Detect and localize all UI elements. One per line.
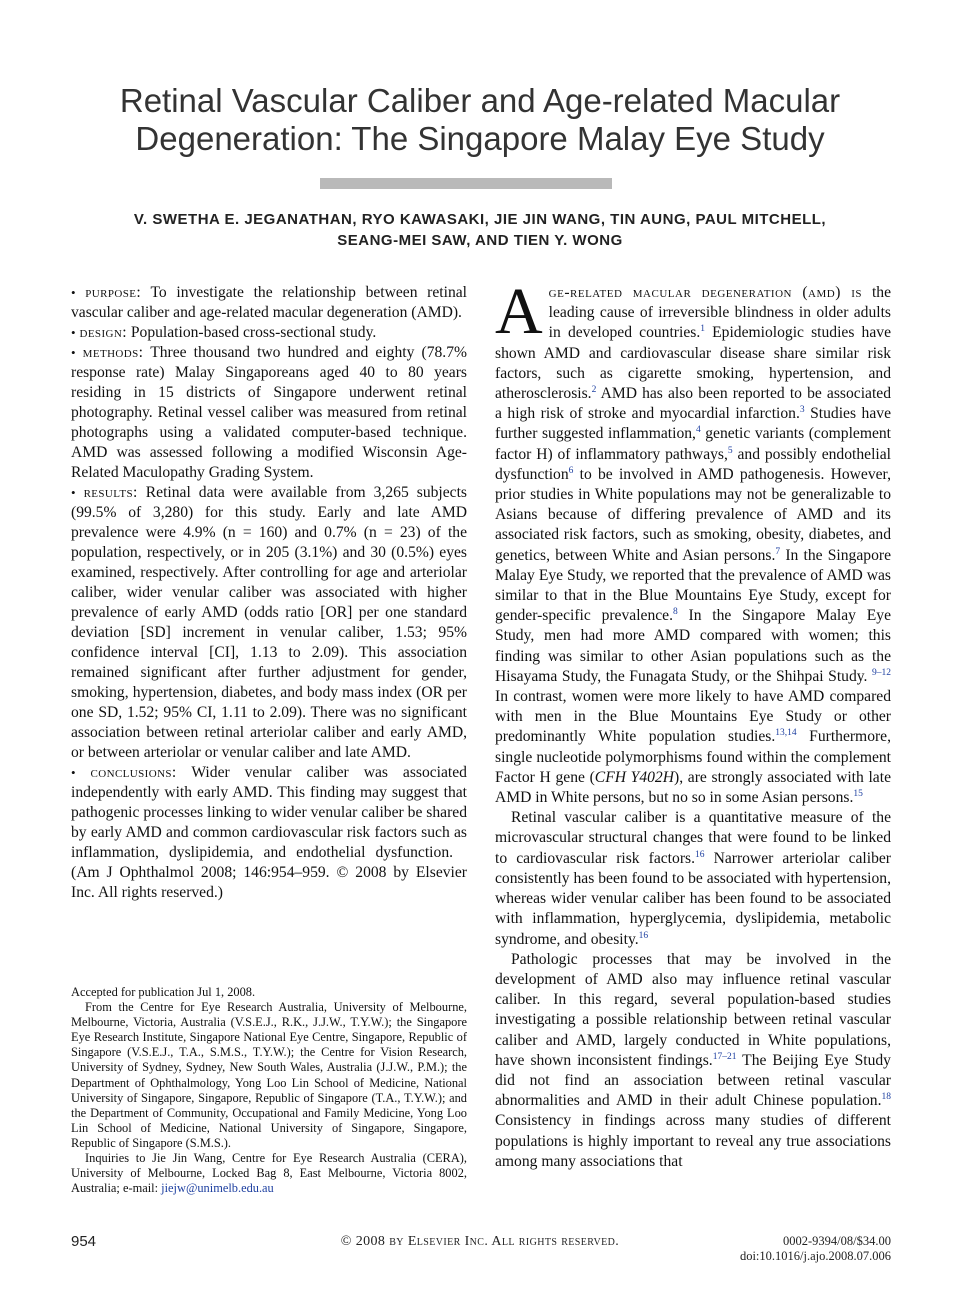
author-list bbox=[60, 209, 900, 251]
gene-name: CFH Y402H bbox=[594, 768, 674, 786]
journal-citation: (Am J Ophthalmol 2008; 146:954–959. © 2008 by Elsevier Inc. All rights reserved.) bbox=[71, 864, 467, 901]
email-link[interactable]: jiejw@unimelb.edu.au bbox=[161, 1181, 274, 1196]
title-line: Degeneration: The Singapore Malay Eye Study bbox=[135, 120, 825, 157]
design-label: design: bbox=[79, 324, 127, 341]
abstract-conclusions: • conclusions: Wider venular caliber was associated independently with early AMD. This finding may suggest that pathogenic processes linking to wider venular caliber be shared by early AMD and common cardiovascular risk factors such as inflammation, dyslipidemia, and endothelial dysfunction. (Am J Ophthalmol 2008; 146:954–959. © 2008 by Elsevier Inc. All rights reserved.) bbox=[71, 764, 467, 901]
reference-link[interactable]: 15 bbox=[853, 788, 863, 799]
reference-link[interactable]: 7 bbox=[775, 546, 781, 557]
results-text: Retinal data were available from 3,265 subjects (99.5% of 3,280) for this study. Early and late AMD prevalence were 4.9% (n = 160) and 0.7% (n = 23) of the population, respectively, or in 205 (3.1%) and 30 (0.5%) eyes examined, respectively. After controlling for age and arteriolar caliber, wider venular caliber was associated with higher prevalence of early AMD (odds ratio [OR] per one standard deviation [SD] increment in venular caliber, 1.53; 95% confidence interval [CI], 1.13 to 2.09). This association remained significant after further adjustment for gender, smoking, hypertension, diabetes, and body mass index (OR per one SD, 1.52; 95% CI, 1.11 to 2.09). There was no significant association between retinal arteriolar caliber and early AMD, or between arteriolar or venular caliber and late AMD. bbox=[71, 484, 467, 761]
abstract-purpose: • purpose: To investigate the relationship between retinal vascular caliber and age-related macular degeneration (AMD). bbox=[71, 284, 468, 321]
doi: doi:10.1016/j.ajo.2008.07.006 bbox=[739, 1249, 891, 1263]
footer-copyright: © 2008 by Elsevier Inc. All rights reserved. bbox=[340, 1234, 620, 1249]
accepted-date: Accepted for publication Jul 1, 2008. bbox=[71, 985, 256, 999]
reference-link[interactable]: 17–21 bbox=[712, 1051, 737, 1062]
author-line: V. SWETHA E. JEGANATHAN, RYO KAWASAKI, JIE JIN WANG, TIN AUNG, PAUL MITCHELL, bbox=[133, 211, 827, 228]
reference-link[interactable]: 8 bbox=[673, 607, 678, 618]
reference-link[interactable]: 1 bbox=[700, 324, 705, 335]
affiliations: From the Centre for Eye Research Australia, University of Melbourne, Melbourne, Victoria, Australia (V.S.E.J., R.K., J.J.W., T.Y.W.); the Singapore Eye Research Institute, Singapore National Eye Centre, Singapore, Republic of Singapore (V.S.E.J., T.A., S.M.S., T.Y.W.); the Centre for Vision Research, University of Sydney, Sydney, New South Wales, Australia (J.J.W., P.M.); the Department of Ophthalmology, Yong Loo Lin School of Medicine, National University of Singapore, Singapore, Republic of Singapore (T.A., T.Y.W.); and the Department of Community, Occupational and Family Medicine, Yong Loo Lin School of Medicine, National University of Singapore, Singapore, Republic of Singapore (S.M.S.). bbox=[71, 1000, 467, 1150]
conclusions-text: Wider venular caliber was associated independently with early AMD. This finding may suggest that pathogenic processes linking to wider venular caliber be shared by early AMD and common cardiovascular risk factors such as inflammation, dyslipidemia, and endothelial dysfunction. bbox=[71, 764, 467, 861]
abstract-design: • design: Population-based cross-sectional study. bbox=[71, 324, 377, 341]
reference-link[interactable]: 16 bbox=[638, 930, 649, 941]
correspondence: Inquiries to Jie Jin Wang, Centre for Eye Research Australia (CERA), University of Melbourne, Locked Bag 8, East Melbourne, Victoria 8002, Australia; e-mail: jiejw@unimelb.edu.au bbox=[71, 1151, 467, 1196]
purpose-text: To investigate the relationship between retinal vascular caliber and age-related macular degeneration (AMD). bbox=[71, 284, 468, 321]
author-line: SEANG-MEI SAW, AND TIEN Y. WONG bbox=[337, 232, 623, 249]
page-number: 954 bbox=[71, 1233, 97, 1250]
paragraph: Pathologic processes that may be involved in the development of AMD also may influence retinal vascular caliber. In this regard, several population-based studies investigating a possible relationship between retinal vascular caliber and AMD, largely conducted in White populations, have shown inconsistent findings.$^{17-21}$ The Beijing Eye Study did not find an association between retinal vascular abnormalities and AMD in their adult Chinese population.$^{18}$ Consistency in findings across many studies of different populations is highly important to reveal any true associations among many associations that bbox=[495, 950, 891, 1170]
title-line: Retinal Vascular Caliber and Age-related Macular bbox=[119, 82, 841, 119]
title-divider bbox=[320, 178, 612, 189]
body-text bbox=[495, 275, 892, 1172]
drop-cap: A bbox=[495, 275, 543, 348]
article-footnote bbox=[71, 985, 467, 1196]
methods-label: methods: bbox=[82, 344, 144, 361]
abstract bbox=[71, 283, 467, 903]
methods-text: Three thousand two hundred and eighty (78.7% response rate) Malay Singaporeans aged 40 to 80 years residing in 15 districts of Singapore underwent retinal photography. Retinal vessel caliber was measured from retinal photographs using a validated computer-based technique. AMD was assessed following a modified Wisconsin Age-Related Maculopathy Grading System. bbox=[71, 344, 467, 481]
reference-link[interactable]: 5 bbox=[727, 445, 733, 456]
reference-link[interactable]: 13,14 bbox=[775, 728, 797, 739]
reference-link[interactable]: 16 bbox=[694, 849, 705, 860]
abstract-methods: • methods: Three thousand two hundred and eighty (78.7% response rate) Malay Singaporeans aged 40 to 80 years residing in 15 districts of Singapore underwent retinal photography. Retinal vessel caliber was measured from retinal photographs using a validated computer-based technique. AMD was assessed following a modified Wisconsin Age-Related Maculopathy Grading System. bbox=[71, 344, 467, 481]
purpose-label: purpose: bbox=[85, 284, 142, 301]
paragraph: Age-related macular degeneration (amd) is the leading cause of irreversible blindness in older adults in developed countries.$^1$ Epidemiologic studies have shown AMD and cardiovascular disease share similar risk factors, such as cigarette smoking, hypertension, and atherosclerosis.$^2$ AMD has also been reported to be associated a high risk of stroke and myocardial infarction.$^3$ Studies have further suggested inflammation,$^4$ genetic variants (complement factor H) of inflammatory pathways,$^5$ and possibly endothelial dysfunction$^6$ to be involved in AMD pathogenesis. However, prior studies in White populations may not be generalizable to Asians because of differing prevalence of AMD and its associated risk factors, such as smoking, obesity, diabetes, and genetics, between White and Asian persons.$^7$ In the Singapore Malay Eye Study, we reported that the prevalence of AMD was similar to that in the Blue Mountains Eye Study, except for gender-specific prevalence.$^8$ In the Singapore Malay Eye Study, men had more AMD compared with women; this finding was similar to other Asian populations such as the Hisayama Study, the Funagata Study, or the Shihpai Study. $^{9-12}$ In contrast, women were more likely to have AMD compared with men in the Blue Mountains Eye Study or other predominantly White population studies.$^{13,14}$ Furthermore, single nucleotide polymorphisms found within the complement Factor H gene (CFH Y402H), are strongly associated with late AMD in White persons, but no so in some Asian persons.$^{15}$ bbox=[495, 275, 892, 807]
article-title bbox=[60, 82, 900, 158]
reference-link[interactable]: 9–12 bbox=[871, 667, 891, 678]
results-label: results: bbox=[83, 484, 138, 501]
reference-link[interactable]: 2 bbox=[591, 384, 597, 395]
reference-link[interactable]: 18 bbox=[881, 1091, 891, 1102]
conclusions-label: conclusions: bbox=[90, 764, 177, 781]
design-text: Population-based cross-sectional study. bbox=[130, 324, 377, 341]
reference-link[interactable]: 4 bbox=[695, 425, 701, 436]
issn: 0002-9394/08/$34.00 bbox=[783, 1234, 891, 1248]
paragraph: Retinal vascular caliber is a quantitative measure of the microvascular structural changes that were found to be linked to cardiovascular risk factors.$^{16}$ Narrower arteriolar caliber consistently has been found to be associated with hypertension, whereas wider venular caliber has been found to be associated with inflammation, hyperglycemia, dyslipidemia, metabolic syndrome, and obesity.$^{16}$ bbox=[495, 809, 892, 948]
reference-link[interactable]: 6 bbox=[568, 465, 574, 476]
reference-link[interactable]: 3 bbox=[799, 405, 805, 416]
footer-identifiers bbox=[740, 1234, 891, 1264]
abstract-results: • results: Retinal data were available from 3,265 subjects (99.5% of 3,280) for this study. Early and late AMD prevalence were 4.9% (n = 160) and 0.7% (n = 23) of the population, respectively, or in 205 (3.1%) and 30 (0.5%) eyes examined, respectively. After controlling for age and arteriolar caliber, wider venular caliber was associated with higher prevalence of early AMD (odds ratio [OR] per one standard deviation [SD] increment in venular caliber, 1.53; 95% confidence interval [CI], 1.13 to 2.09). This association remained significant after further adjustment for gender, smoking, hypertension, diabetes, and body mass index (OR per one SD, 1.52; 95% CI, 1.11 to 2.09). There was no significant association between retinal arteriolar caliber and early AMD, or between arteriolar or venular caliber and late AMD. bbox=[71, 484, 467, 761]
